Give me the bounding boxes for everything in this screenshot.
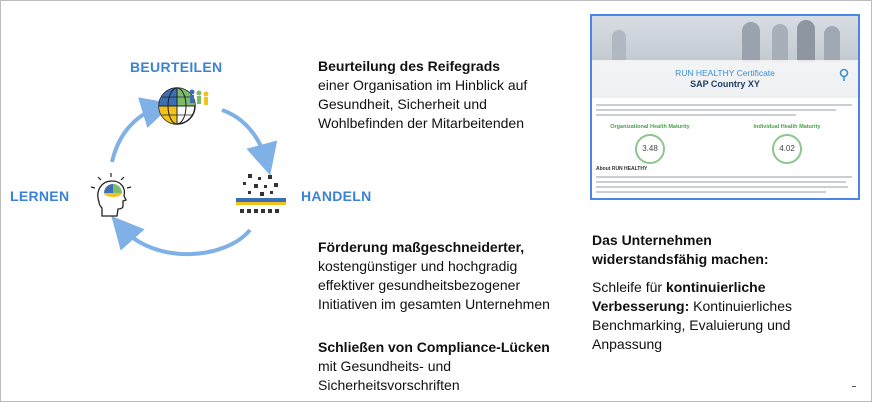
loop-line2 [592, 297, 862, 316]
certificate-text-line [596, 181, 846, 183]
certificate-text-line [596, 186, 848, 188]
promote-body-line2: effektiver gesundheitsbezogener [318, 277, 521, 293]
certificate-title: RUN HEALTHY Certificate [675, 68, 775, 78]
assess-body-line2: Gesundheit, Sicherheit und [318, 96, 487, 112]
compliance-title: Schließen von Compliance-Lücken [318, 339, 550, 355]
compliance-description [318, 338, 583, 395]
banner-person-silhouette [772, 24, 788, 62]
assess-body-line1: einer Organisation im Hinblick auf [318, 77, 528, 93]
assess-label: BEURTEILEN [130, 59, 223, 75]
resilience-title-line2: widerstandsfähig machen: [592, 251, 769, 267]
certificate-text-line [596, 191, 826, 193]
loop-prefix: Schleife für [592, 279, 666, 295]
compliance-body-line2: Sicherheitsvorschriften [318, 377, 460, 393]
assess-body-line3: Wohlbefinden der Mitarbeitenden [318, 115, 524, 131]
promote-description [318, 238, 583, 314]
learn-label: LERNEN [10, 188, 70, 204]
banner-person-silhouette [824, 26, 840, 62]
assess-description [318, 57, 568, 133]
slide-corner-mark [852, 386, 856, 387]
act-label: HANDELN [301, 188, 372, 204]
loop-description [592, 278, 862, 354]
loop-rest-line2: Kontinuierliches [689, 298, 792, 314]
certificate-text-line [596, 176, 852, 178]
certificate-metric2-label: Individual Health Maturity [753, 124, 821, 130]
resilience-heading [592, 231, 862, 269]
loop-bold-line2: Verbesserung: [592, 298, 690, 314]
arrow-act-to-learn [122, 228, 250, 254]
banner-person-silhouette [612, 30, 626, 62]
certificate-metric1-value: 3.48 [635, 134, 665, 164]
promote-body-line1: kostengünstiger und hochgradig [318, 258, 518, 274]
certificate-metric1-label: Organizational Health Maturity [610, 124, 690, 130]
head-learning-icon [88, 172, 134, 218]
banner-person-silhouette [742, 22, 760, 62]
certificate-preview [590, 14, 860, 200]
loop-line1 [592, 278, 862, 297]
loop-line4: Anpassung [592, 336, 663, 352]
action-blocks-icon [234, 172, 288, 218]
banner-person-silhouette [797, 20, 815, 62]
arrow-assess-to-act [222, 110, 266, 160]
promote-body-line3: Initiativen im gesamten Unternehmen [318, 296, 550, 312]
certificate-subtitle: SAP Country XY [690, 79, 760, 89]
assess-title: Beurteilung des Reifegrads [318, 58, 501, 74]
loop-line3: Benchmarking, Evaluierung und [592, 317, 791, 333]
certificate-about-heading: About RUN HEALTHY [596, 166, 648, 172]
compliance-body-line1: mit Gesundheits- und [318, 358, 452, 374]
promote-title: Förderung maßgeschneiderter, [318, 239, 525, 255]
globe-people-icon [152, 84, 212, 128]
resilience-title-line1: Das Unternehmen [592, 232, 712, 248]
certificate-text-line [596, 104, 852, 106]
certificate-text-line [596, 114, 796, 116]
loop-bold-line1: kontinuierliche [665, 279, 766, 295]
certificate-text-line [596, 109, 836, 111]
certificate-metric2-value: 4.02 [772, 134, 802, 164]
certificate-logo-icon [838, 68, 850, 82]
